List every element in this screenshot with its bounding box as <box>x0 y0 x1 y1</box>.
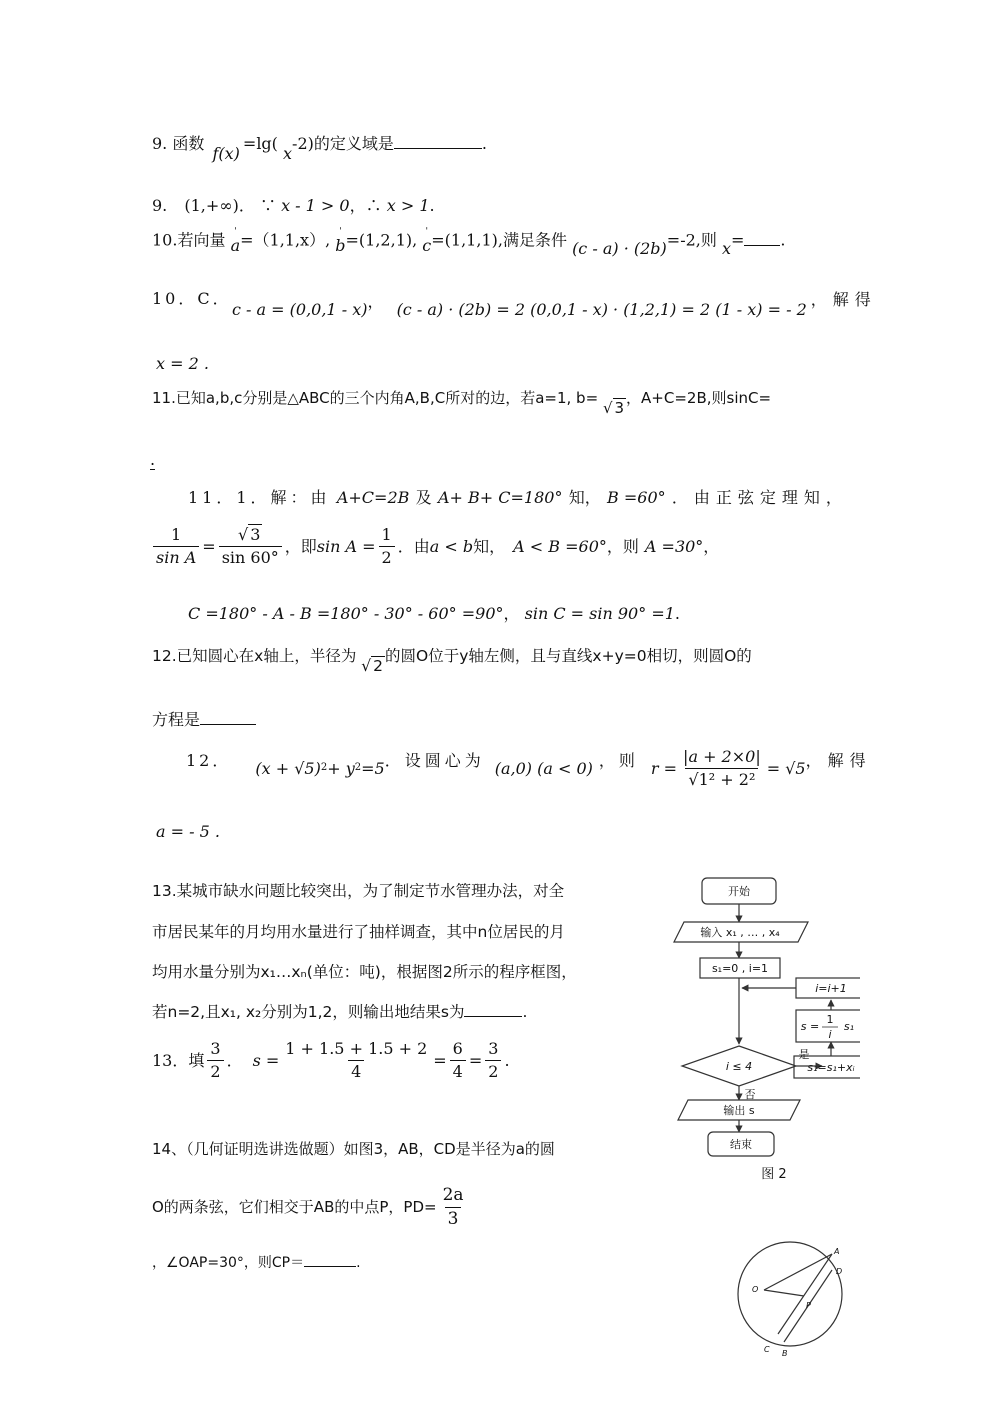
a13-line <box>152 1040 510 1080</box>
q14-pd-frac: $\frac{2a}{3}$ <box>442 1185 464 1229</box>
a13-frac3: $\frac{3}{2}$ <box>485 1040 501 1080</box>
fc-init: s₁=0 , i=1 <box>711 962 769 975</box>
a12-eqn-b: + y <box>327 758 355 778</box>
pt-B: B <box>782 1349 788 1358</box>
vec-b: ˈ b <box>335 227 346 255</box>
a10-result: x = 2 . <box>156 354 209 373</box>
q9-num: 9. <box>152 134 168 153</box>
a9-num: 9. <box>152 196 168 215</box>
pt-D: D <box>836 1267 843 1276</box>
a11-AltB: A < B =60° <box>513 536 607 556</box>
fc-input: 输入 x₁ , … , x₄ <box>700 926 780 939</box>
fc-calc-s: s = <box>800 1020 820 1033</box>
q10-end: . <box>780 230 786 250</box>
a11-line1 <box>188 488 848 507</box>
a12-eqn-c: =5 <box>361 758 385 778</box>
vec-a: ˈ a <box>230 227 241 255</box>
a10-solve: ，解得 <box>810 290 877 309</box>
a12-num: 12． <box>186 750 232 770</box>
q9-fx: f(x) <box>212 144 240 163</box>
a11-then: ，则 <box>606 536 639 556</box>
a13-frac2: $\frac{6}{4}$ <box>450 1040 466 1080</box>
q9-expr: =lg( <box>242 134 278 153</box>
q10-blank <box>744 245 780 246</box>
q12-line <box>152 647 752 675</box>
q10-c-val: =(1,1,1),满足条件 <box>431 230 567 250</box>
a11-l1b: A+C=2B <box>336 488 410 507</box>
a9-result: x > 1 <box>386 196 430 215</box>
a11-l1e: 知， <box>568 488 601 507</box>
q12-sqrt: √ 2 <box>361 657 384 675</box>
q14-l2: O的两条弦，它们相交于AB的中点P，PD= <box>152 1198 437 1217</box>
q13-end: . <box>522 1003 528 1021</box>
fc-incr: i=i+1 <box>815 982 847 995</box>
a11-ie: ，即 <box>284 536 317 556</box>
a11-l1a: 11．1．解：由 <box>188 488 331 507</box>
q13-l1: 13.某城市缺水问题比较突出，为了制定节水管理办法，对全 <box>152 882 565 900</box>
q13-l4: 若n=2,且x₁, x₂分别为1,2，则输出地结果s为 <box>152 1003 465 1021</box>
a12-frac: $\frac{|a + 2\times 0|}{\text{√1² + 2²}}$ <box>683 747 761 789</box>
a11-sinA: sin A = <box>316 536 376 556</box>
pt-P: P <box>806 1301 811 1310</box>
pt-A: A <box>834 1247 840 1256</box>
a11-know: 知， <box>473 536 506 556</box>
vec-c: ˈ c <box>422 227 432 255</box>
a9-therefore: ，∴ <box>349 196 382 215</box>
q12-blank <box>200 724 256 725</box>
fc-caption: 图 2 <box>761 1167 787 1182</box>
a11-altb: a < b <box>429 536 474 556</box>
a11-by: ．由 <box>397 536 430 556</box>
fc-end: 结束 <box>730 1138 752 1151</box>
a11-half: $\frac{1}{2}$ <box>379 526 395 566</box>
a11-l3: C =180° - A - B =180° - 30° - 60° =90° <box>188 604 504 623</box>
fc-calc-den: i <box>828 1028 832 1041</box>
q14-line3 <box>152 1255 361 1272</box>
circle-figure <box>728 1234 848 1359</box>
a9-cond: x - 1 > 0 <box>281 196 350 215</box>
q13-l2: 市居民某年的月均用水量进行了抽样调查，其中n位居民的月 <box>152 923 565 941</box>
a13-dot: ． <box>226 1050 243 1070</box>
a11-l1c: 及 <box>415 488 432 507</box>
a12-sq1: 2 <box>320 762 328 774</box>
a12-set: ．设圆心为 <box>384 750 485 770</box>
q10-line <box>152 227 786 258</box>
a11-l3b: ， <box>503 604 520 623</box>
q12-text: 12.已知圆心在x轴上，半径为 <box>152 647 357 665</box>
fc-output: 输出 s <box>723 1104 755 1117</box>
a11-frac2: $\frac{√ 3}{\sin 60^\circ}$ <box>219 526 282 566</box>
fc-yes: 是 <box>798 1048 810 1061</box>
q9-line <box>152 134 487 163</box>
a11-l1f: B =60° <box>607 488 666 507</box>
a12-result: a = - 5 . <box>156 822 220 841</box>
q11-blank-end-char: . <box>150 450 156 469</box>
a9-end: . <box>429 196 435 215</box>
fc-calc-tail: s₁ <box>843 1020 855 1033</box>
q14-end: . <box>356 1255 361 1271</box>
q10-a-val: =（1,1,x）, <box>240 230 331 250</box>
q13-line4 <box>152 1003 527 1022</box>
q10-cond: (c - a) · (2b) <box>572 238 667 258</box>
q9-lead: 函数 <box>172 134 205 153</box>
a11-A30: A =30° <box>644 536 704 556</box>
a13-s: s = <box>252 1050 280 1070</box>
pt-C: C <box>764 1345 770 1354</box>
q10-eq: = <box>731 230 745 250</box>
a11-l1g: ．由正弦定理知， <box>671 488 848 507</box>
q13-blank <box>464 1016 522 1017</box>
q13-line2 <box>152 923 565 942</box>
q9-blank <box>394 148 482 149</box>
q9-var: x <box>283 144 293 163</box>
q9-end: . <box>481 134 487 153</box>
fc-calc-num: 1 <box>826 1013 834 1026</box>
a11-line2 <box>150 526 719 566</box>
q11-text: 11.已知a,b,c分别是△ABC的三个内角A,B,C所对的边，若a=1, b= <box>152 389 599 407</box>
a13-num: 13．填 <box>152 1050 205 1070</box>
fc-start: 开始 <box>728 885 750 898</box>
a12-then: ，则 <box>598 750 639 770</box>
a11-comma: ， <box>703 536 720 556</box>
q14-line1 <box>152 1140 555 1158</box>
q13-l3: 均用水量分别为x₁…xₙ(单位：吨)，根据图2所示的程序框图， <box>152 963 577 981</box>
flowchart <box>660 870 860 1190</box>
fc-no: 否 <box>744 1088 756 1101</box>
q12-line2 <box>152 710 256 729</box>
q11-line <box>152 389 772 417</box>
a11-l1d: A+ B+ C=180° <box>437 488 563 507</box>
q9-tail: -2)的定义域是 <box>292 134 394 153</box>
a13-eq1: = <box>433 1050 447 1070</box>
a12-eqn-a: (x + √5) <box>255 758 321 778</box>
a10-sep: ， <box>367 292 384 311</box>
q10-cond-val: =-2,则 <box>666 230 717 250</box>
a11-l3end: . <box>674 604 680 623</box>
a10-part1: c - a = (0,0,1 - x) <box>232 300 368 319</box>
q13-line1 <box>152 882 564 901</box>
a12-r: r = <box>650 758 678 778</box>
a12-line1 <box>186 748 872 788</box>
q14-l3: ，∠OAP=30°，则CP＝ <box>152 1255 305 1271</box>
q11-sqrt: √ 3 <box>602 399 625 417</box>
q14-l1: 14、（几何证明选讲选做题）如图3，AB，CD是半径为a的圆 <box>152 1140 555 1158</box>
a11-frac1: $\frac{1}{\text{sin A}}$ <box>153 526 199 566</box>
pt-O: O <box>752 1285 759 1294</box>
a12-center: (a,0) (a < 0) <box>494 758 593 778</box>
q10-lead: 若向量 <box>177 230 226 250</box>
a12-eq-r: = √5 <box>766 758 806 778</box>
a12-solve: ，解得 <box>805 750 872 770</box>
a13-end: . <box>504 1050 510 1070</box>
q12-line2-text: 方程是 <box>152 710 201 729</box>
a13-frac1: $\frac{3}{2}$ <box>207 1040 223 1080</box>
q10-x: x <box>721 238 732 258</box>
q12-text2: 的圆O位于y轴左侧，且与直线x+y=0相切，则圆O的 <box>385 647 752 665</box>
a9-line <box>152 196 435 215</box>
a10-line1b <box>232 290 877 319</box>
q11-text2: ，A+C=2B,则sinC= <box>626 389 772 407</box>
q14-blank <box>304 1266 356 1267</box>
fc-cond: i ≤ 4 <box>725 1060 753 1073</box>
q13-line3 <box>152 963 577 982</box>
a11-eq: = <box>202 536 216 556</box>
a13-bigfrac: $\frac{1 + 1.5 + 1.5 + 2}{4}$ <box>285 1039 428 1081</box>
q11-blank-end <box>150 450 155 469</box>
q14-line2 <box>152 1186 470 1228</box>
a10-num: 10．C． <box>152 289 232 308</box>
a10-line2 <box>156 354 209 373</box>
a13-eq2: = <box>468 1050 483 1070</box>
q10-b-val: =(1,2,1), <box>345 230 418 250</box>
a11-line3 <box>188 604 680 623</box>
a9-because: ∵ <box>259 196 276 215</box>
a12-sq2: 2 <box>354 762 362 774</box>
q10-num: 10. <box>152 230 178 250</box>
a12-line2 <box>156 822 220 841</box>
fc-update: s₁=s₁+xᵢ <box>807 1061 855 1074</box>
a10-part2: (c - a) · (2b) = 2 (0,0,1 - x) · (1,2,1) = 2 (1 - x) = - 2 <box>396 300 807 319</box>
a9-answer: (1,+∞)． <box>184 196 255 215</box>
a11-l3c: sin C = sin 90° =1 <box>524 604 675 623</box>
a10-line1 <box>152 289 232 308</box>
